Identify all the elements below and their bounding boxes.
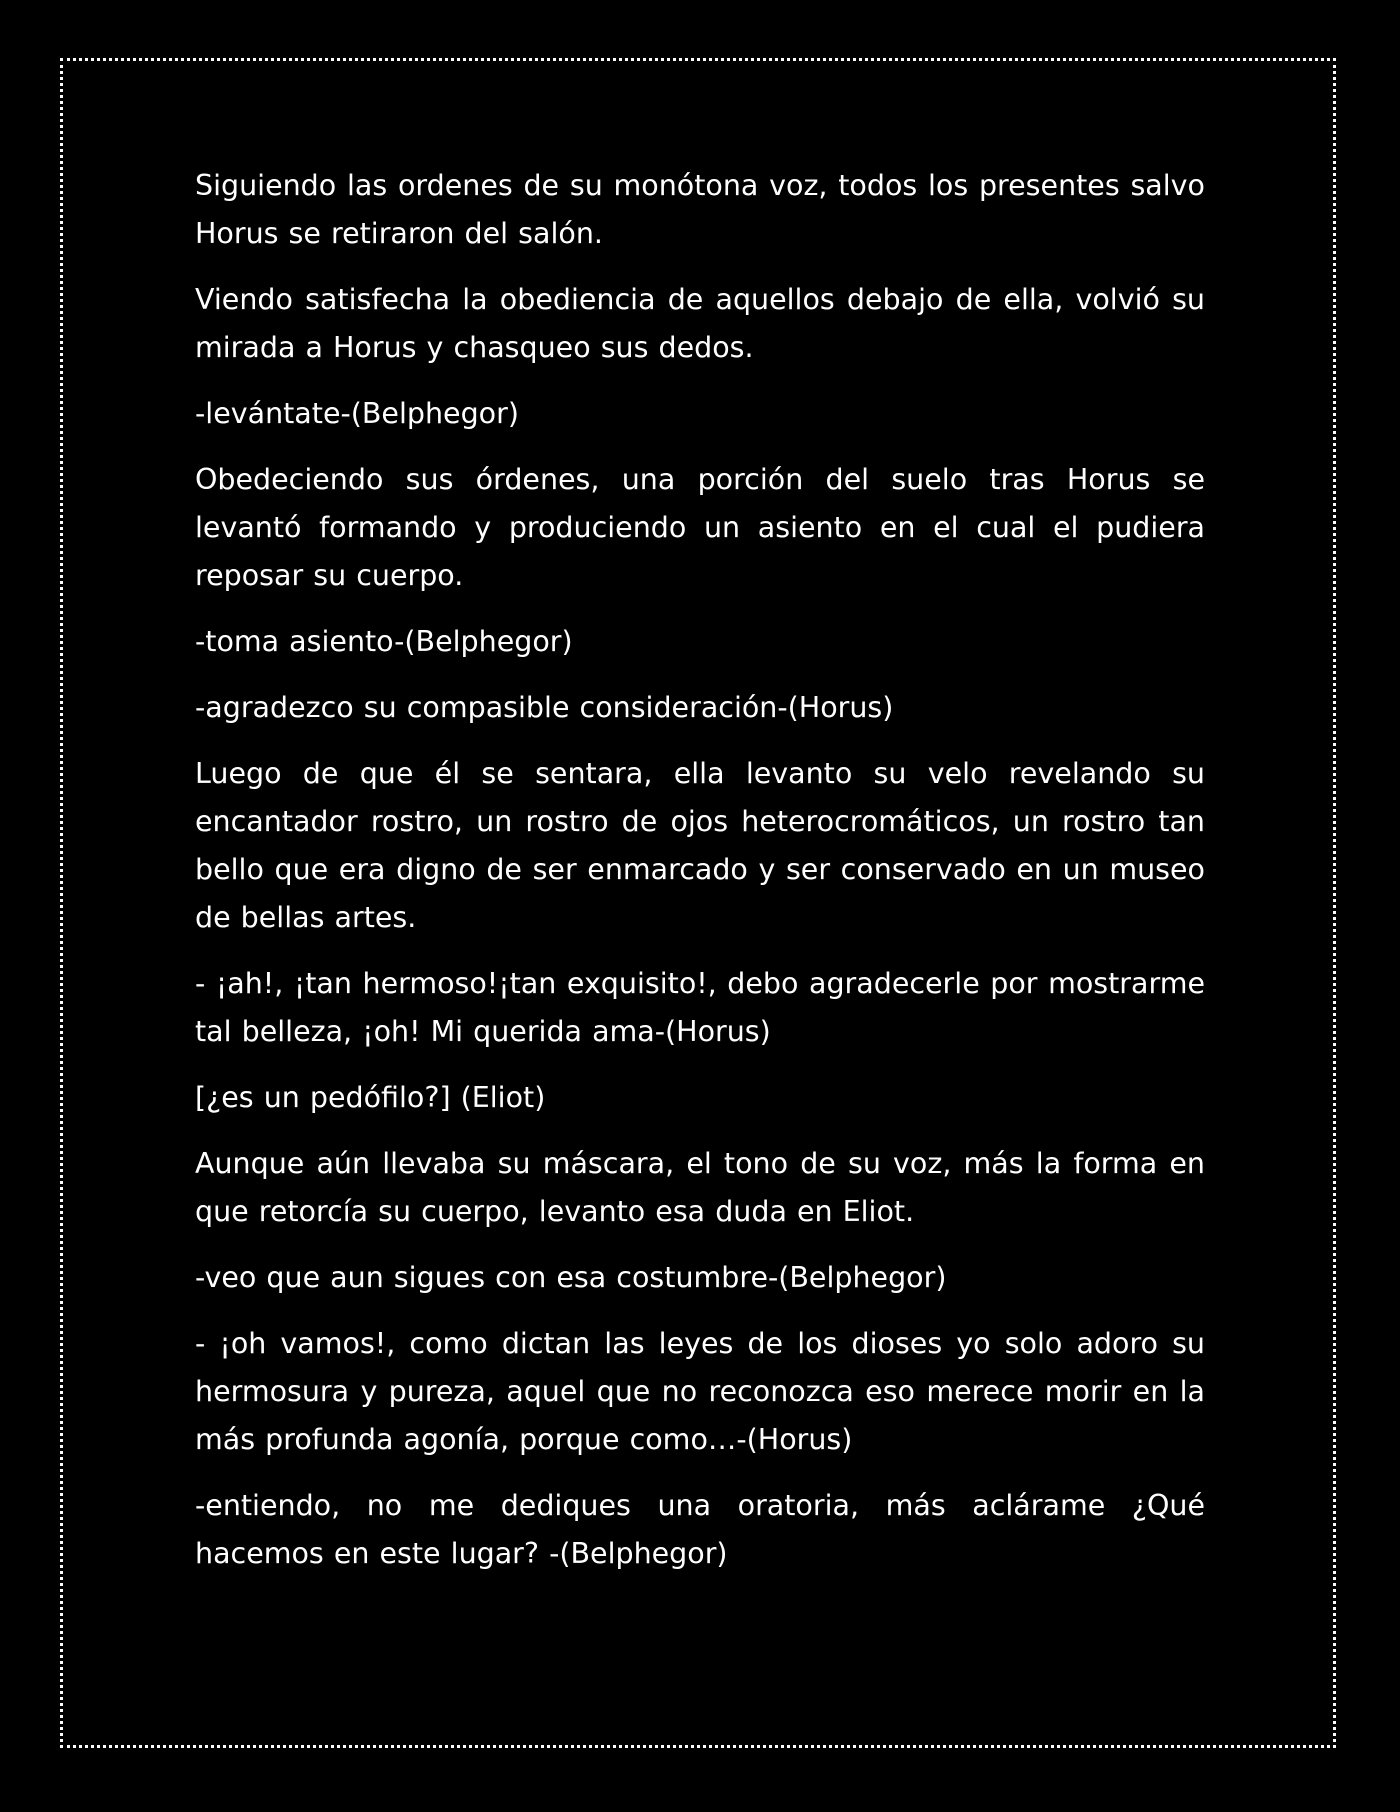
paragraph-4: Obedeciendo sus órdenes, una porción del suelo tras Horus se levantó formando y produciendo un asiento en el cual el pudiera reposar su cuerpo.: [195, 463, 1205, 592]
paragraph-5: -toma asiento-(Belphegor): [195, 625, 573, 658]
paragraph-7: Luego de que él se sentara, ella levanto su velo revelando su encantador rostro, un rostro de ojos heterocromáticos, un rostro tan bello que era digno de ser enmarcado y ser conservado en un museo de bellas artes.: [195, 757, 1205, 934]
paragraph-13: -entiendo, no me dediques una oratoria, más aclárame ¿Qué hacemos en este lugar? -(Belphegor): [195, 1489, 1205, 1570]
page-text: [195, 162, 1205, 1596]
paragraph-11: -veo que aun sigues con esa costumbre-(Belphegor): [195, 1261, 947, 1294]
paragraph-8: - ¡ah!, ¡tan hermoso!¡tan exquisito!, debo agradecerle por mostrarme tal belleza, ¡oh! Mi querida ama-(Horus): [195, 967, 1205, 1048]
paragraph-3: -levántate-(Belphegor): [195, 397, 519, 430]
paragraph-10: Aunque aún llevaba su máscara, el tono de su voz, más la forma en que retorcía su cuerpo, levanto esa duda en Eliot.: [195, 1147, 1205, 1228]
paragraph-1: Siguiendo las ordenes de su monótona voz, todos los presentes salvo Horus se retiraron del salón.: [195, 169, 1205, 250]
paragraph-6: -agradezco su compasible consideración-(Horus): [195, 691, 894, 724]
paragraph-2: Viendo satisfecha la obediencia de aquellos debajo de ella, volvió su mirada a Horus y chasqueo sus dedos.: [195, 283, 1205, 364]
paragraph-12: - ¡oh vamos!, como dictan las leyes de los dioses yo solo adoro su hermosura y pureza, aquel que no reconozca eso merece morir en la más profunda agonía, porque como…-(Horus): [195, 1327, 1205, 1456]
paragraph-9: [¿es un pedófilo?] (Eliot): [195, 1081, 546, 1114]
